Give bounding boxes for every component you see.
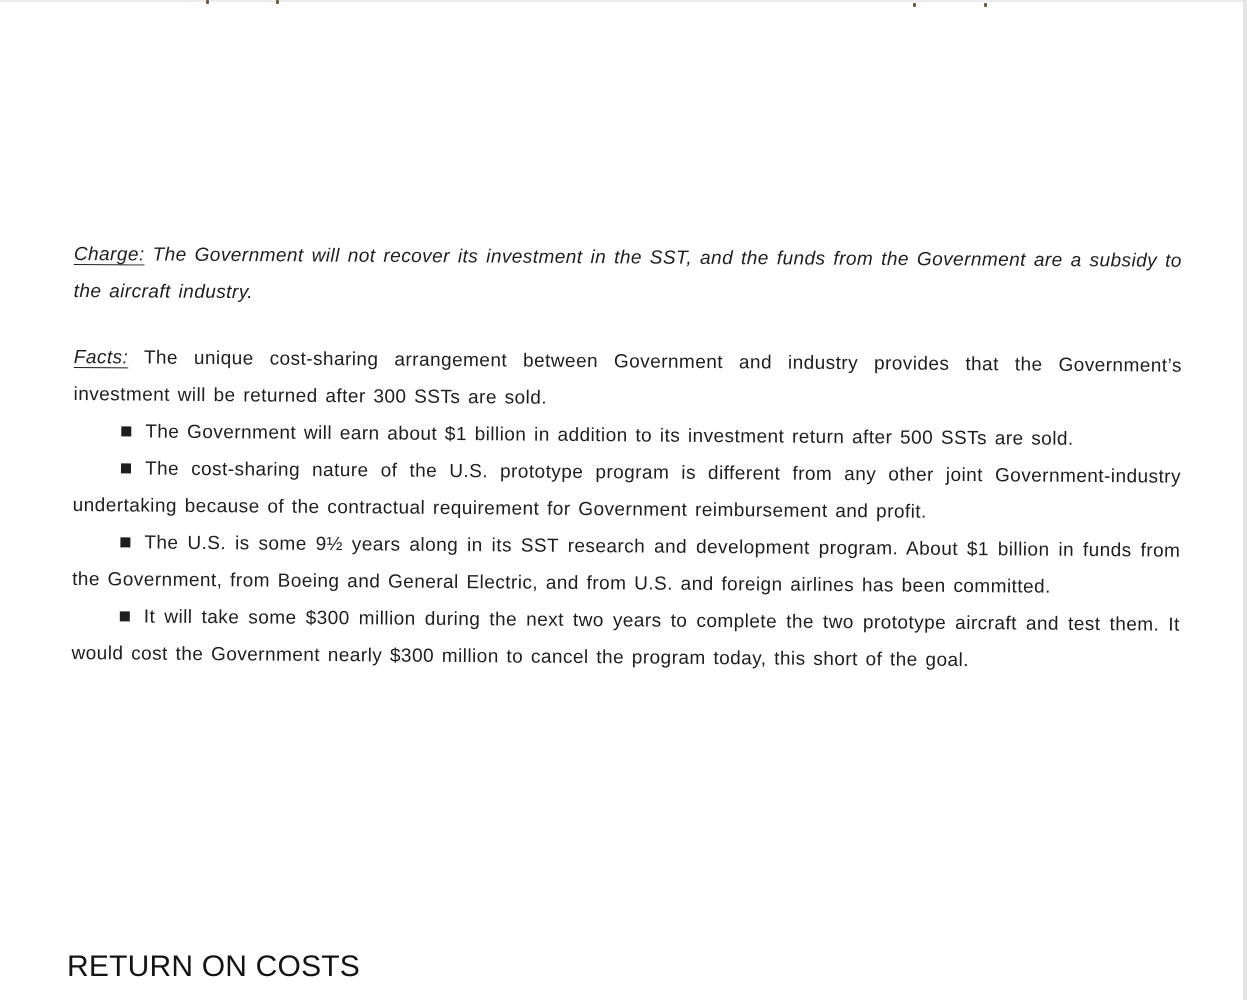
facts-section [71, 339, 1182, 681]
charge-label: Charge: [73, 243, 145, 266]
facts-label: Facts: [73, 346, 129, 369]
page-title: RETURN ON COSTS [67, 950, 361, 983]
fact-bullet-item [73, 450, 1182, 533]
charge-text: The Government will not recover its investment in the SST, and the funds from the Government are a subsidy to the aircraft industry. [73, 244, 1182, 304]
square-bullet-icon [121, 463, 131, 473]
facts-paragraph [73, 339, 1182, 422]
charge-paragraph [74, 236, 1182, 317]
square-bullet-icon [120, 611, 130, 621]
fact-bullet-text: It will take some $300 million during the next two years to complete the two prototype aircraft and test them. It would cost the Government nearly $300 million to cancel the program today, this short of the goal. [71, 606, 1180, 672]
paper-speck [913, 3, 916, 7]
page-edge-top [0, 0, 1247, 2]
paper-speck [206, 0, 209, 4]
square-bullet-icon [121, 426, 131, 436]
fact-bullet-item [72, 524, 1181, 607]
charge-section [74, 236, 1182, 317]
paper-speck [984, 3, 987, 7]
paper-speck [276, 0, 279, 4]
fact-bullet-text: The cost-sharing nature of the U.S. prototype program is different from any other joint Government-industry undertaking because of the contractual requirement for Government reimbursement and profit. [72, 458, 1182, 523]
fact-bullet-text: The Government will earn about $1 billion in addition to its investment return after 500 SSTs are sold. [145, 421, 1074, 450]
facts-intro: The unique cost-sharing arrangement between Government and industry provides that the Government’s investment will be returned after 300 SSTs are sold. [73, 347, 1182, 409]
fact-bullet-text: The U.S. is some 9½ years along in its SST research and development program. About $1 billion in funds from the Government, from Boeing and General Electric, and from U.S. and foreign airlines has been committed. [72, 532, 1181, 598]
fact-bullet-item [71, 598, 1180, 681]
square-bullet-icon [120, 537, 130, 547]
page-edge-right [1243, 0, 1247, 1000]
